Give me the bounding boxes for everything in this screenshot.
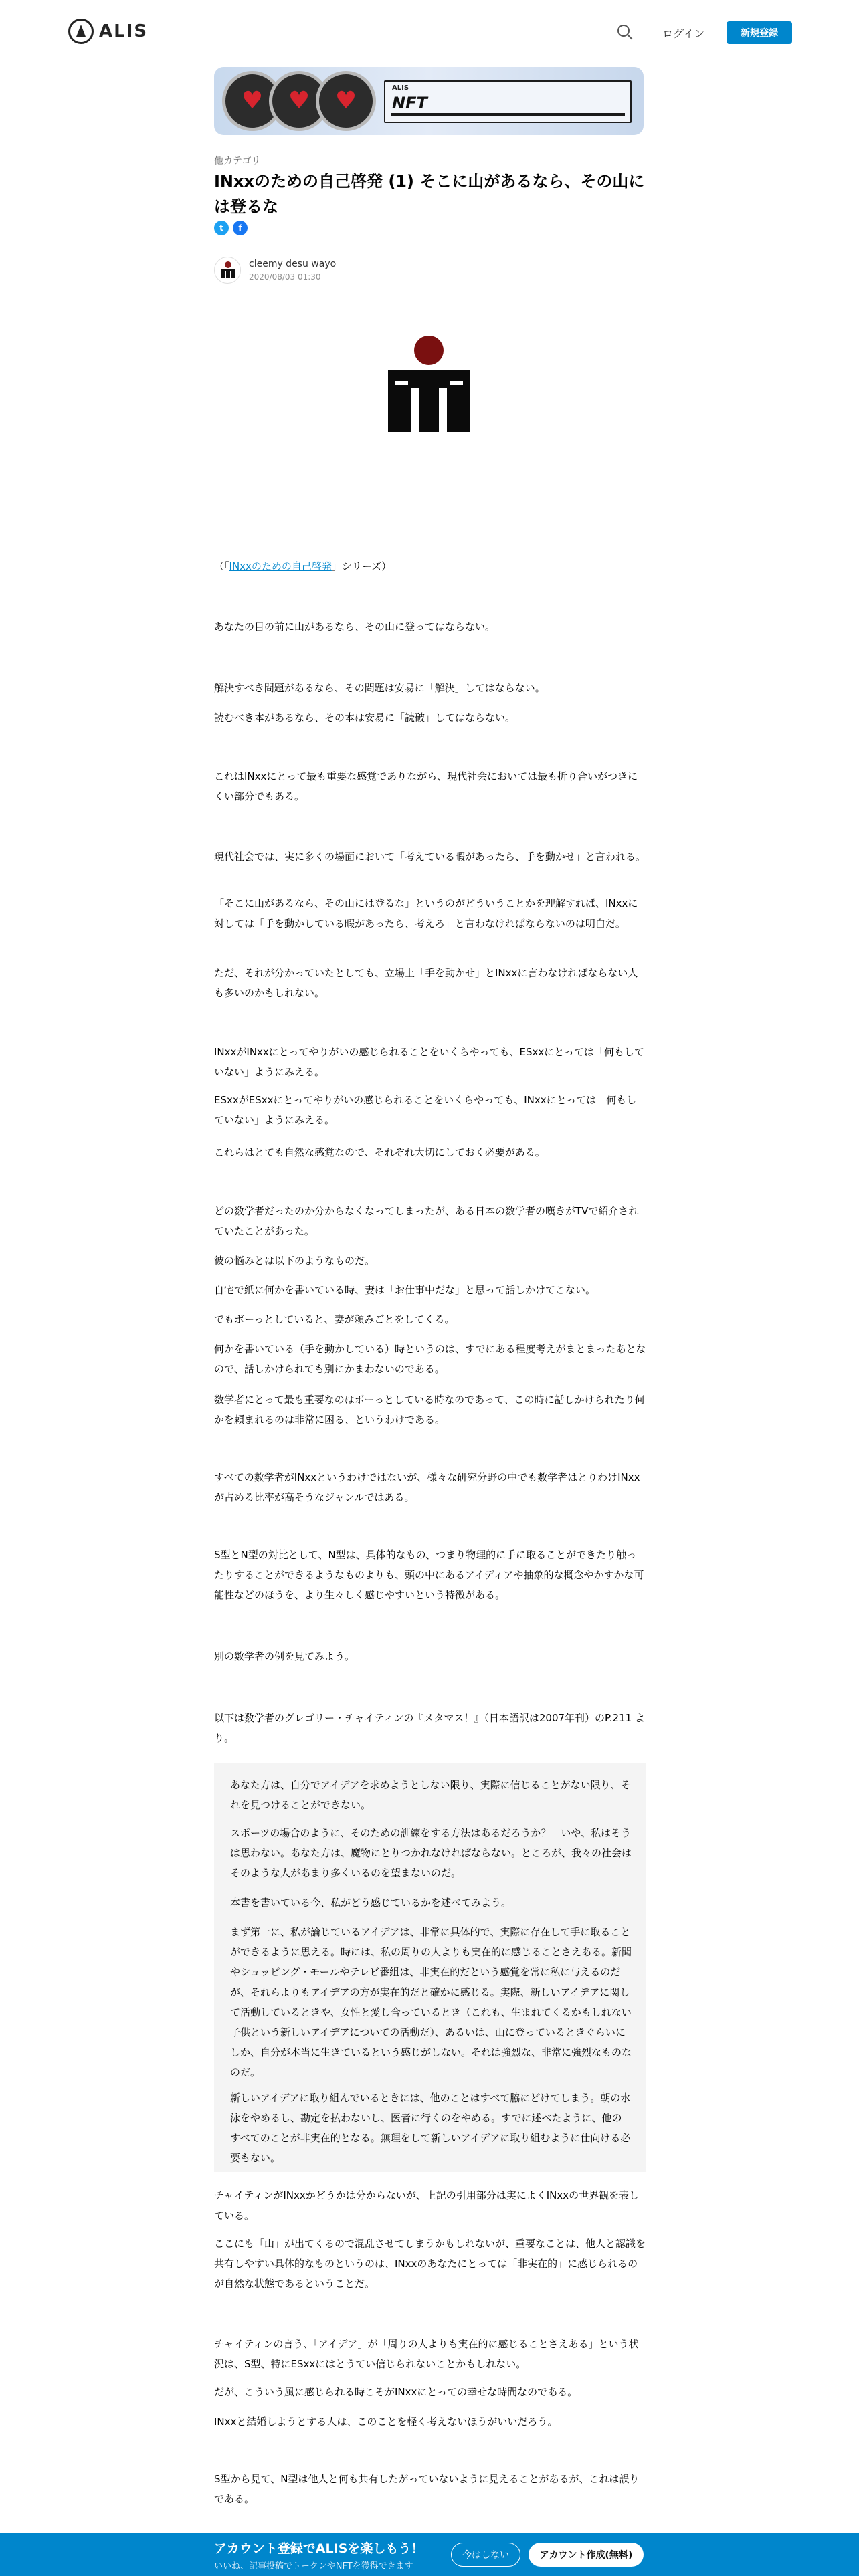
- paragraph: 以下は数学者のグレゴリー・チャイティンの『メタマス！』（日本語訳は2007年刊）のP.211 より。: [214, 1712, 645, 1744]
- banner-alis-label: ALIS: [392, 84, 409, 92]
- cta-subtitle: いいね、記事投稿でトークンやNFTを獲得できます: [214, 2561, 413, 2571]
- paragraph: S型から見て、N型は他人と何も共有したがっていないように見えることがあるが、これは誤りである。: [214, 2473, 640, 2505]
- banner-title-box: [384, 80, 632, 123]
- paragraph: 現代社会では、実に多くの場面において「考えている暇があったら、手を動かせ」と言われる。: [214, 851, 646, 863]
- article-title: INxxのための自己啓発 (1) そこに山があるなら、その山には登るな: [214, 172, 645, 216]
- paragraph: INxxと結婚しようとする人は、このことを軽く考えないほうがいいだろう。: [214, 2416, 558, 2428]
- paragraph: 何かを書いている（手を動かしている）時というのは、すでにある程度考えがまとまったあとなので、話しかけられても別にかまわないのである。: [214, 1343, 646, 1375]
- signup-cta-bar: [0, 2533, 859, 2576]
- twitter-share-icon[interactable]: t: [214, 221, 229, 235]
- cta-title: アカウント登録でALISを楽しもう！: [214, 2541, 424, 2556]
- not-now-button[interactable]: 今はしない: [451, 2543, 520, 2567]
- nft-coin-icon: ♥: [222, 71, 282, 131]
- login-link[interactable]: ログイン: [662, 27, 705, 40]
- paragraph: 自宅で紙に何かを書いている時、妻は「お仕事中だな」と思って話しかけてこない。: [214, 1284, 596, 1296]
- author-name[interactable]: cleemy desu wayo: [249, 259, 337, 270]
- search-icon[interactable]: [615, 23, 634, 41]
- paragraph: どの数学者だったのか分からなくなってしまったが、ある日本の数学者の嘆きがTVで紹介されていたことがあった。: [214, 1205, 639, 1237]
- blockquote: [214, 1763, 646, 2172]
- paragraph: チャイティンの言う、「アイデア」が「周りの人よりも実在的に感じることさえある」という状況は、S型、特にESxxにはとうてい信じられないことかもしれない。: [214, 2338, 639, 2370]
- paragraph: これらはとても自然な感覚なので、それぞれ大切にしておく必要がある。: [214, 1146, 545, 1158]
- publish-date: 2020/08/03 01:30: [249, 272, 321, 282]
- paragraph: INxxがINxxにとってやりがいの感じられることをいくらやっても、ESxxにとっては「何もしていない」ようにみえる。: [214, 1046, 644, 1078]
- paragraph: 「そこに山があるなら、その山には登るな」というのがどういうことかを理解すれば、INxxに対しては「手を動かしている暇があったら、考えろ」と言わなければならないのは明白だ。: [214, 897, 638, 930]
- paragraph: すべての数学者がINxxというわけではないが、様々な研究分野の中でも数学者はとりわけINxxが占める比率が高そうなジャンルではある。: [214, 1471, 640, 1503]
- author-avatar[interactable]: [214, 257, 241, 284]
- quote-paragraph: スポーツの場合のように、そのための訓練をする方法はあるだろうか？ いや、私はそうは思わない。あなた方は、魔物にとりつかれなければならない。ところが、我々の社会はそのような人があまり多くいるのを望まないのだ。: [230, 1827, 632, 1879]
- paragraph: ここにも「山」が出てくるので混乱させてしまうかもしれないが、重要なことは、他人と認識を共有しやすい具体的なものというのは、INxxのあなたにとっては「非実在的」に感じられるのが自然な状態であるということだ。: [214, 2238, 646, 2290]
- nft-banner[interactable]: [214, 67, 644, 135]
- article-category[interactable]: 他カテゴリ: [214, 156, 261, 167]
- create-account-button[interactable]: アカウント作成(無料): [529, 2543, 644, 2567]
- paragraph: チャイティンがINxxかどうかは分からないが、上記の引用部分は実によくINxxの世界観を表している。: [214, 2189, 640, 2222]
- alis-logo[interactable]: [68, 19, 148, 44]
- paragraph: でもボーっとしていると、妻が頼みごとをしてくる。: [214, 1313, 455, 1325]
- paragraph: あなたの目の前に山があるなら、その山に登ってはならない。: [214, 621, 496, 633]
- paragraph: これはINxxにとって最も重要な感覚でありながら、現代社会においては最も折り合いがつきにくい部分でもある。: [214, 770, 638, 802]
- share-buttons: [214, 221, 248, 235]
- paragraph: 数学者にとって最も重要なのはボーっとしている時なのであって、この時に話しかけられたり何かを頼まれるのは非常に困る、というわけである。: [214, 1394, 645, 1426]
- banner-underline: [391, 113, 625, 116]
- site-header: [0, 0, 859, 64]
- alis-logo-icon: [68, 19, 94, 44]
- series-suffix: 」シリーズ）: [331, 560, 392, 572]
- series-prefix: （「: [214, 560, 229, 572]
- banner-nft-text: NFT: [392, 94, 427, 112]
- paragraph: 読むべき本があるなら、その本は安易に「読破」してはならない。: [214, 712, 516, 724]
- facebook-share-icon[interactable]: f: [233, 221, 248, 235]
- quote-paragraph: まず第一に、私が論じているアイデアは、非常に具体的で、実際に存在して手に取ることができるように思える。時には、私の周りの人よりも実在的に感じることさえある。新聞やショッピング・モールやテレビ番組は、非実在的だという感覚を常に私に与えるのだが、それらよりもアイデアの方が実在的だと確かに感じる。実際、新しいアイデアに関して活動しているときや、女性と愛し合っているとき（これも、生まれてくるかもしれない子供という新しいアイデアについての活動だ）、あるいは、山に登っているときぐらいにしか、自分が本当に生きているという感じがしない。それは強烈な、非常に強烈なものなのだ。: [230, 1926, 632, 2078]
- paragraph: S型とN型の対比として、N型は、具体的なもの、つまり物理的に手に取ることができたり触ったりすることができるようなものよりも、頭の中にあるアイディアや抽象的な概念やかすかな可能性などのほうを、より生々しく感じやすいという特徴がある。: [214, 1549, 644, 1601]
- logo-text: ALIS: [99, 21, 149, 41]
- paragraph: だが、こういう風に感じられる時こそがINxxにとっての幸せな時間なのである。: [214, 2386, 578, 2398]
- paragraph: ただ、それが分かっていたとしても、立場上「手を動かせ」とINxxに言わなければならない人も多いのかもしれない。: [214, 967, 638, 999]
- quote-paragraph: 新しいアイデアに取り組んでいるときには、他のことはすべて脇にどけてしまう。朝の水泳をやめるし、勘定を払わないし、医者に行くのをやめる。すでに述べたように、他のすべてのことが非実在的となる。無理をして新しいアイデアに取り組むように仕向ける必要もない。: [230, 2092, 631, 2164]
- nft-coin-icon: ♥: [269, 71, 329, 131]
- series-link[interactable]: INxxのための自己啓発: [229, 560, 332, 572]
- paragraph: ESxxがESxxにとってやりがいの感じられることをいくらやっても、INxxにとっては「何もしていない」ようにみえる。: [214, 1094, 637, 1126]
- paragraph: 解決すべき問題があるなら、その問題は安易に「解決」してはならない。: [214, 682, 545, 694]
- paragraph: 別の数学者の例を見てみよう。: [214, 1650, 355, 1662]
- nft-coin-icon: ♥: [316, 71, 376, 131]
- quote-paragraph: あなた方は、自分でアイデアを求めようとしない限り、実際に信じることがない限り、それを見つけることができない。: [230, 1779, 631, 1811]
- quote-paragraph: 本書を書いている今、私がどう感じているかを述べてみよう。: [230, 1897, 512, 1909]
- paragraph: 彼の悩みとは以下のようなものだ。: [214, 1255, 375, 1267]
- author-block[interactable]: [214, 257, 336, 284]
- article-hero-image: [385, 332, 472, 432]
- series-note: [214, 556, 646, 576]
- signup-button[interactable]: 新規登録: [727, 21, 792, 44]
